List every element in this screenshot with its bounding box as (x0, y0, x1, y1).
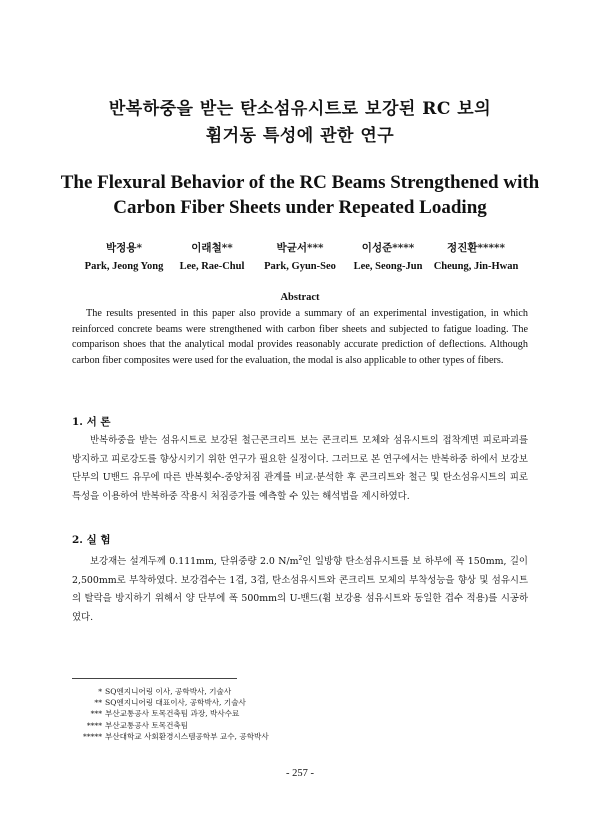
english-title-line-1: The Flexural Behavior of the RC Beams Strengthened with (60, 172, 540, 193)
footnote-divider (72, 678, 237, 679)
author-en: Park, Jeong Yong (84, 261, 164, 272)
section-heading-introduction: 1. 서 론 (72, 416, 111, 428)
footnote-text: 부산교통공사 토목건축팀 과장, 박사수료 (105, 709, 240, 719)
abstract-text: The results presented in this paper also provide a summary of an experimental investigation, in which reinforced concrete beams were strengthened with carbon fiber sheets and subjected to fatigue loading. The comparison shoes that the analytical modal provides reasonably accurate prediction of deflections. Although carbon fiber composites were used for the evaluation, the modal is also applicable to other types of fibers. (72, 308, 528, 366)
author-block (80, 240, 520, 275)
section-text-experiment (72, 550, 528, 628)
footnote-mark: **** (86, 720, 102, 730)
author-names-english (80, 259, 520, 275)
author-ko: 박균서*** (276, 242, 324, 254)
section-heading-experiment: 2. 실 험 (72, 534, 111, 546)
footnote-mark: ** (94, 698, 102, 708)
footnote-text: SQ엔지니어링 이사, 공학박사, 기술사 (105, 687, 232, 696)
unit-superscript: 2 (298, 555, 303, 562)
footnote (72, 697, 372, 708)
korean-title-line-2: 휨거동 특성에 관한 연구 (205, 126, 395, 146)
footnote-mark: * (98, 687, 102, 696)
footnotes (72, 686, 372, 742)
author-en: Lee, Seong-Jun (353, 261, 423, 272)
abstract-heading: Abstract (280, 292, 320, 303)
footnote-text: 부산교통공사 토목건축팀 (105, 720, 189, 730)
english-title-line-2: Carbon Fiber Sheets under Repeated Loading (113, 197, 487, 218)
author-ko: 정진환***** (447, 242, 505, 254)
footnote-text: 부산대학교 사회환경시스템공학부 교수, 공학박사 (105, 731, 269, 741)
footnote (72, 708, 372, 719)
section-text-introduction: 반복하중을 받는 섬유시트로 보강된 철근콘크리트 보는 콘크리트 모체와 섬유시트의 접착계면 피로파괴를 방지하고 피로강도를 향상시키기 위한 연구가 필요한 실정이다. 그러므로 본 연구에서는 반복하중 하에서 보강보 단부의 U밴드 유무에 따른 반복횟수-중앙처짐 관계를 비교·분석한 후 콘크리트와 철근 및 탄소섬유시트의 피로특성을 이용하여 반복하중 작용시 처짐증가를 예측할 수 있는 해석법을 제시하였다. (72, 435, 528, 502)
author-names-korean (80, 240, 520, 256)
experiment-text-part-2: 인 일방향 탄소섬유시트를 보 하부에 폭 150mm, 길이 2,500mm로 부착하였다. 보강겹수는 1겹, 3겹, 탄소섬유시트와 콘크리트 모체의 부착성능을 향상 및 섬유시트의 탈락을 방지하기 위해서 양 단부에 폭 500mm의 U-밴드(휨 보강용 섬유시트와 동일한 겹수 적용)를 시공하였다. (72, 556, 528, 623)
page-number: - 257 - (286, 768, 314, 779)
author-ko: 이래철** (191, 242, 233, 254)
footnote-mark: *** (90, 709, 102, 719)
footnote (72, 720, 372, 731)
experiment-text-part-1: 보강재는 설계두께 0.111mm, 단위중량 2.0 N/m (90, 556, 299, 568)
footnote-text: SQ엔지니어링 대표이사, 공학박사, 기술사 (105, 698, 246, 708)
author-en: Cheung, Jin-Hwan (433, 261, 519, 272)
author-en: Park, Gyun-Seo (264, 261, 336, 272)
footnote (72, 686, 372, 697)
author-ko: 박정용* (106, 242, 142, 254)
korean-title (0, 96, 600, 150)
footnote-mark: ***** (83, 731, 102, 741)
author-en: Lee, Rae-Chul (179, 261, 245, 272)
author-ko: 이성준**** (361, 242, 415, 254)
english-title (0, 170, 600, 220)
footnote (72, 731, 372, 742)
korean-title-line-1: 반복하중을 받는 탄소섬유시트로 보강된 RC 보의 (108, 99, 492, 119)
